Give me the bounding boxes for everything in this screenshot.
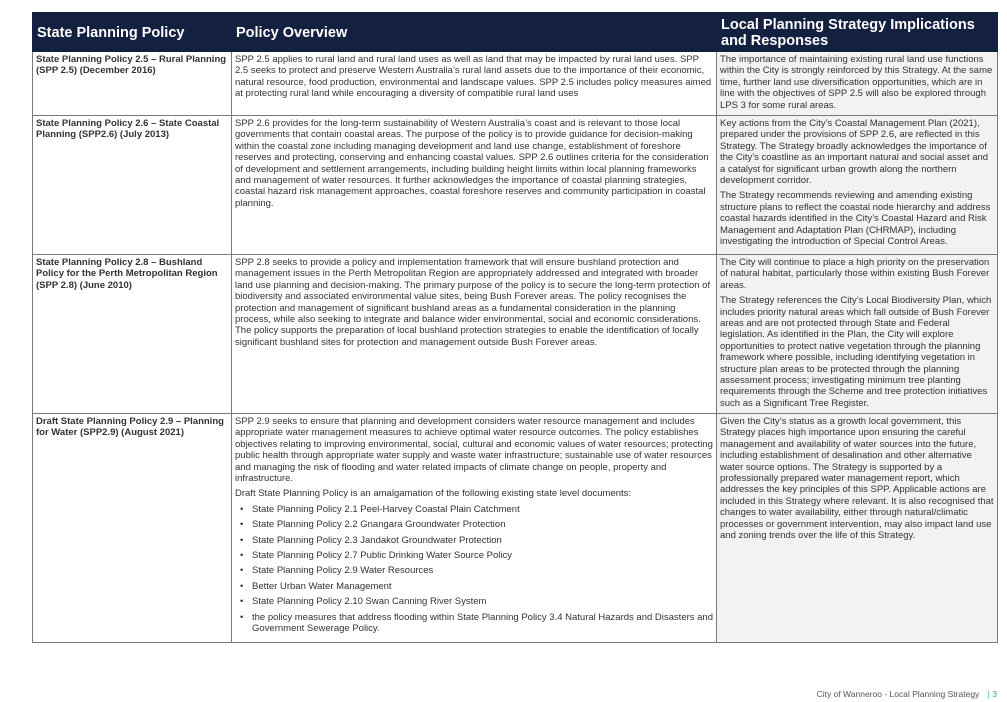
- implications-paragraph: Key actions from the City’s Coastal Management Plan (2021), prepared under the provisions of SPP 2.6, are reflected in this Strategy. The Strategy broadly acknowledges the importance of the City’s coastline as an important natural and social asset and a catalyst for significant urban growth along the northern development corridor.: [720, 118, 989, 187]
- footer-title: City of Wanneroo - Local Planning Strategy: [816, 689, 980, 699]
- policy-overview: [232, 116, 717, 255]
- page-number: 3: [992, 689, 997, 699]
- table-row: [33, 255, 998, 414]
- implications-paragraph: The Strategy recommends reviewing and amending existing structure plans to reflect the coastal node hierarchy and address coastal hazards identified in the City’s Coastal Hazard and Risk Management and Adaptation Plan (CHRMAP), including investigating the introduction of Special Control Areas.: [720, 190, 991, 248]
- footer-separator: |: [987, 689, 990, 699]
- list-item: • State Planning Policy 2.2 Gnangara Groundwater Protection: [252, 519, 713, 530]
- policy-name: State Planning Policy 2.8 – Bushland Policy for the Perth Metropolitan Region (SPP 2.8) (June 2010): [33, 255, 232, 414]
- implications-paragraph: The Strategy references the City’s Local Biodiversity Plan, which includes priority natural areas which fall outside of Bush Forever areas and are not protected through State and Federal legislation. As identified in the Plan, the City will explore opportunities to protect native vegetation through the planning framework where possible, including identifying vegetation in structure plan areas to be protected through the planning assessment process; investigating minimum tree planting requirements through the Scheme and tree protection initiatives such as a Significant Tree Register.: [720, 295, 992, 409]
- policy-implications: [717, 52, 998, 116]
- list-item: • State Planning Policy 2.10 Swan Canning River System: [252, 596, 713, 607]
- list-item: • Better Urban Water Management: [252, 581, 713, 592]
- table-header-row: [33, 13, 998, 52]
- list-item: • the policy measures that address flooding within State Planning Policy 3.4 Natural Hazards and Disasters and Government Sewerage Policy.: [252, 612, 713, 635]
- overview-paragraph: SPP 2.5 applies to rural land and rural land uses as well as land that may be impacted by rural land uses. SPP 2.5 seeks to protect and preserve Western Australia’s rural land assets due to the importance of their economic, natural resource, food production, environmental and landscape values. SPP 2.5 includes policy measures aimed at protecting rural land while encouraging a diversity of compatible rural land uses: [235, 54, 712, 100]
- overview-paragraph: SPP 2.9 seeks to ensure that planning and development considers water resource management and includes appropriate water management measures to achieve optimal water resource outcomes. The policy establishes objectives relating to improving environmental, social, cultural and economic values of water resources; protecting public health through appropriate water supply and waste water infrastructure; sustainable use of water resources and managing the risk of flooding and water related impacts of climate change on people, property and infrastructure.: [235, 416, 713, 485]
- policy-name: State Planning Policy 2.5 – Rural Planning (SPP 2.5) (December 2016): [33, 52, 232, 116]
- table-row: [33, 52, 998, 116]
- policy-implications: [717, 414, 998, 643]
- list-item: • State Planning Policy 2.7 Public Drinking Water Source Policy: [252, 550, 713, 561]
- implications-paragraph: The importance of maintaining existing rural land use functions within the City is strongly reinforced by this Strategy. At the same time, further land use diversification opportunities, which are in line with the objectives of SPP 2.5 will also be explored through LPS 3 for some rural areas.: [720, 54, 993, 111]
- overview-paragraph: Draft State Planning Policy is an amalgamation of the following existing state level documents:: [235, 488, 632, 500]
- overview-paragraph: SPP 2.8 seeks to provide a policy and implementation framework that will ensure bushland protection and management issues in the Perth Metropolitan Region are appropriately addressed and integrated with broader land use planning and decision-making. The primary purpose of the policy is to secure the long-term protection of biodiversity and associated environmental value sites, being Bush Forever areas. The policy recognises the protection and management of significant bushland areas as a fundamental consideration in the planning process, while also seeking to integrate and balance wider environmental, social and economic considerations. The policy supports the preparation of local bushland protection strategies to enable the identification of locally significant bushland sites for protection and management outside Bush Forever areas.: [235, 257, 711, 348]
- overview-paragraph: SPP 2.6 provides for the long-term sustainability of Western Australia’s coast and is relevant to those local governments that contain coastal areas. The purpose of the policy is to provide guidance for decision-making within the coastal zone including managing development and land use change, establishment of foreshore reserves and protecting, conserving and enhancing coastal values. SPP 2.6 outlines criteria for the consideration of development and settlement arrangements, including building height limits within local planning frameworks and management of water resources. It further acknowledges the importance of coastal planning strategies, coastal hazard risk management approaches, coastal foreshore reserves and community participation in coastal planning.: [235, 118, 709, 209]
- implications-paragraph: The City will continue to place a high priority on the preservation of natural habitat, particularly those within existing Bush Forever areas.: [720, 257, 990, 291]
- table-row: [33, 116, 998, 255]
- list-item: • State Planning Policy 2.3 Jandakot Groundwater Protection: [252, 535, 713, 546]
- policy-implications: [717, 116, 998, 255]
- list-item: • State Planning Policy 2.9 Water Resources: [252, 565, 713, 576]
- policy-name: State Planning Policy 2.6 – State Coastal Planning (SPP2.6) (July 2013): [33, 116, 232, 255]
- list-item: • State Planning Policy 2.1 Peel-Harvey Coastal Plain Catchment: [252, 504, 713, 515]
- policy-name: Draft State Planning Policy 2.9 – Planning for Water (SPP2.9) (August 2021): [33, 414, 232, 643]
- policy-table: [32, 12, 998, 643]
- implications-paragraph: Given the City’s status as a growth local government, this Strategy places high importance upon ensuring the careful management and availability of water sources into the future, including establishment of desalination and other alternative water source options. The Strategy is supported by a professionally prepared water management report, which addresses the key principles of this SPP. Applicable actions are included in this Strategy where relevant. It is also recognised that changes to water availability, either through natural/climatic processes or government intervention, may also impact land use and zoning trends over the life of this Strategy.: [720, 416, 994, 542]
- policy-implications: [717, 255, 998, 414]
- table-row: [33, 414, 998, 643]
- policy-overview: [232, 52, 717, 116]
- amalgamated-documents-list: [235, 504, 713, 635]
- policy-overview: [232, 255, 717, 414]
- header-policy: State Planning Policy: [33, 13, 232, 52]
- header-implications: Local Planning Strategy Implications and Responses: [717, 13, 998, 52]
- policy-overview: [232, 414, 717, 643]
- header-overview: Policy Overview: [232, 13, 717, 52]
- page-footer: [817, 689, 997, 699]
